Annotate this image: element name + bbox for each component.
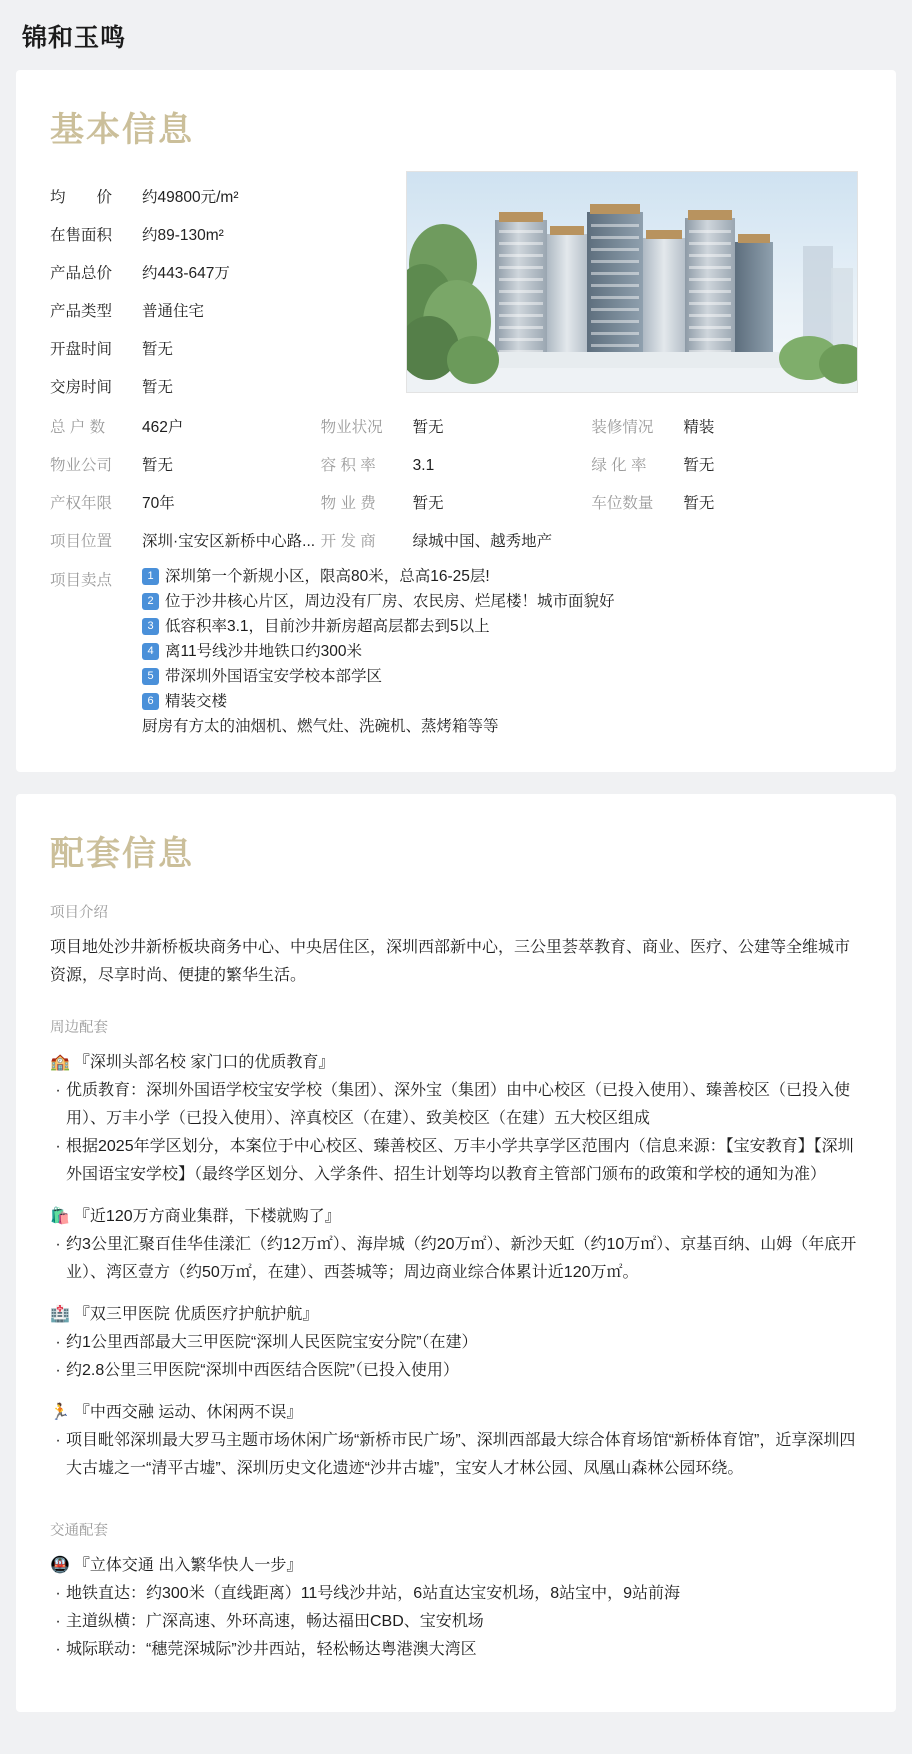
list-item <box>142 690 615 713</box>
field-label: 总 户 数 <box>50 419 106 436</box>
field-value: 暂无 <box>683 457 715 474</box>
metro-icon: 🚇 <box>50 1557 70 1574</box>
bullet-dot: · <box>55 1585 61 1602</box>
field-value: 暂无 <box>412 495 444 512</box>
field-property-company <box>50 445 321 483</box>
field-ownership-years <box>50 483 321 521</box>
selling-points-list <box>142 565 615 738</box>
facility-group-education <box>50 1049 862 1189</box>
point-text: 精装交楼 <box>165 693 228 710</box>
list-item <box>50 1077 862 1133</box>
group-items <box>50 1580 862 1664</box>
row-value: 暂无 <box>142 341 174 358</box>
intro-text: 项目地处沙井新桥板块商务中心、中央居住区，深圳西部新中心，三公里荟萃教育、商业、医疗、公建等全维城市资源，尽享时尚、便捷的繁华生活。 <box>50 939 851 984</box>
group-items <box>50 1077 862 1189</box>
selling-points <box>50 565 862 738</box>
group-heading <box>50 1301 862 1329</box>
list-item <box>50 1357 862 1385</box>
field-project-location <box>50 521 321 559</box>
facilities-card <box>16 794 896 1712</box>
field-parking-count <box>591 483 862 521</box>
around-label: 周边配套 <box>50 1020 108 1036</box>
point-number: 2 <box>142 593 159 610</box>
point-number: 5 <box>142 668 159 685</box>
field-label: 车位数量 <box>591 495 654 512</box>
point-number: 6 <box>142 693 159 710</box>
field-label: 装修情况 <box>591 419 654 436</box>
facility-group-medical <box>50 1301 862 1385</box>
list-item <box>142 590 615 613</box>
selling-points-tail: 厨房有方太的油烟机、燃气灶、洗碗机、蒸烤箱等等 <box>142 718 499 735</box>
section-title-facilities: 配套信息 <box>50 835 194 873</box>
row-value: 约49800元/m² <box>142 189 239 206</box>
field-label: 物业状况 <box>320 419 383 436</box>
group-heading-text: 『双三甲医院 优质医疗护航护航』 <box>73 1306 319 1323</box>
point-text: 位于沙井核心片区，周边没有厂房、农民房、烂尾楼！城市面貌好 <box>165 593 615 610</box>
group-items <box>50 1427 862 1483</box>
group-heading <box>50 1399 862 1427</box>
row-label: 在售面积 <box>50 227 113 244</box>
field-value: 70年 <box>142 495 175 512</box>
point-text: 深圳第一个新规小区，限高80米，总高16-25层! <box>165 568 490 585</box>
list-item-text: 约2.8公里三甲医院“深圳中西医结合医院”（已投入使用） <box>66 1362 459 1379</box>
field-decoration <box>591 407 862 445</box>
list-item <box>50 1608 862 1636</box>
point-number: 3 <box>142 618 159 635</box>
facility-group-traffic <box>50 1552 862 1664</box>
field-label: 绿 化 率 <box>591 457 647 474</box>
list-item-text: 优质教育：深圳外国语学校宝安学校（集团）、深外宝（集团）由中心校区（已投入使用）、臻善校区（已投入使用）、万丰小学（已投入使用）、淬真校区（在建）、致美校区（在建）五大校区组成 <box>66 1082 851 1127</box>
field-value: 暂无 <box>142 457 174 474</box>
bullet-dot: · <box>55 1613 61 1630</box>
field-label: 物 业 费 <box>320 495 376 512</box>
row-value: 约443-647万 <box>142 265 230 282</box>
row-label: 开盘时间 <box>50 341 113 358</box>
intro-label: 项目介绍 <box>50 905 108 921</box>
group-heading <box>50 1049 862 1077</box>
list-item-text: 城际联动：“穗莞深城际”沙井西站，轻松畅达粤港澳大湾区 <box>66 1641 477 1658</box>
bullet-dot: · <box>55 1236 61 1253</box>
facility-group-commercial <box>50 1203 862 1287</box>
field-property-fee <box>321 483 592 521</box>
field-value: 3.1 <box>412 457 435 474</box>
list-item-text: 根据2025年学区划分，本案位于中心校区、臻善校区、万丰小学共享学区范围内（信息来源：【宝安教育】【深圳外国语宝安学校】（最终学区划分、入学条件、招生计划等均以教育主管部门颁布的政策和学校的通知为准） <box>66 1138 854 1183</box>
project-hero-image <box>406 171 858 393</box>
list-item <box>50 1329 862 1357</box>
basic-grid <box>50 407 862 559</box>
row-label: 产品总价 <box>50 265 113 282</box>
field-value: 精装 <box>683 419 715 436</box>
hospital-icon: 🏥 <box>50 1306 70 1323</box>
row-value: 暂无 <box>142 379 174 396</box>
page-header <box>0 0 912 70</box>
group-heading <box>50 1552 862 1580</box>
list-item <box>142 665 615 688</box>
field-label: 开 发 商 <box>320 533 376 550</box>
group-heading-text: 『立体交通 出入繁华快人一步』 <box>73 1557 303 1574</box>
spacer <box>50 1497 862 1515</box>
field-label: 容 积 率 <box>320 457 376 474</box>
list-item <box>142 565 615 588</box>
basic-info-body <box>50 177 862 738</box>
list-item-text: 约3公里汇聚百佳华佳漾汇（约12万㎡）、海岸城（约20万㎡）、新沙天虹（约10万㎡）、京基百纳、山姆（年底开业）、湾区壹方（约50万㎡，在建）、西荟城等；周边商业综合体累计近120万㎡。 <box>66 1236 857 1281</box>
bullet-dot: · <box>55 1362 61 1379</box>
list-item <box>50 1636 862 1664</box>
field-green-ratio <box>591 445 862 483</box>
sports-icon: 🏃 <box>50 1404 70 1421</box>
field-value: 暂无 <box>683 495 715 512</box>
point-number: 4 <box>142 643 159 660</box>
point-number: 1 <box>142 568 159 585</box>
list-item <box>50 1231 862 1287</box>
row-value: 普通住宅 <box>142 303 205 320</box>
facility-group-leisure <box>50 1399 862 1483</box>
field-label: 项目位置 <box>50 533 113 550</box>
bullet-dot: · <box>55 1641 61 1658</box>
page-title: 锦和玉鸣 <box>22 24 127 52</box>
bullet-dot: · <box>55 1334 61 1351</box>
basic-info-card <box>16 70 896 772</box>
shopping-icon: 🛍️ <box>50 1208 70 1225</box>
list-item <box>50 1580 862 1608</box>
point-text: 离11号线沙井地铁口约300米 <box>165 643 362 660</box>
list-item-text: 地铁直达：约300米（直线距离）11号线沙井站，6站直达宝安机场，8站宝中，9站前海 <box>66 1585 681 1602</box>
field-total-households <box>50 407 321 445</box>
field-plot-ratio <box>321 445 592 483</box>
row-label: 产品类型 <box>50 303 113 320</box>
list-item <box>142 615 615 638</box>
point-text: 带深圳外国语宝安学校本部学区 <box>165 668 383 685</box>
selling-points-label: 项目卖点 <box>50 572 113 589</box>
list-item-text: 约1公里西部最大三甲医院“深圳人民医院宝安分院”（在建） <box>66 1334 478 1351</box>
list-item-text: 项目毗邻深圳最大罗马主题市场休闲广场“新桥市民广场”、深圳西部最大综合体育场馆“新桥体育馆”，近享深圳四大古墟之一“清平古墟”、深圳历史文化遗迹“沙井古墟”，宝安人才林公园、凤凰山森林公园环绕。 <box>66 1432 856 1477</box>
group-items <box>50 1329 862 1385</box>
group-heading-text: 『近120万方商业集群，下楼就购了』 <box>73 1208 341 1225</box>
group-heading-text: 『深圳头部名校 家门口的优质教育』 <box>73 1054 335 1071</box>
field-value: 暂无 <box>412 419 444 436</box>
row-label: 均 价 <box>50 189 113 206</box>
field-value: 462户 <box>142 419 184 436</box>
field-value: 绿城中国、越秀地产 <box>412 533 553 550</box>
field-label: 产权年限 <box>50 495 113 512</box>
point-text: 低容积率3.1，目前沙井新房超高层都去到5以上 <box>165 618 490 635</box>
row-value: 约89-130m² <box>142 227 224 244</box>
traffic-label: 交通配套 <box>50 1523 108 1539</box>
list-item <box>50 1427 862 1483</box>
list-item <box>142 640 615 663</box>
field-label: 物业公司 <box>50 457 113 474</box>
field-property-status <box>321 407 592 445</box>
bullet-dot: · <box>55 1082 61 1099</box>
group-heading-text: 『中西交融 运动、休闲两不误』 <box>73 1404 303 1421</box>
bullet-dot: · <box>55 1138 61 1155</box>
list-item-text: 主道纵横：广深高速、外环高速，畅达福田CBD、宝安机场 <box>66 1613 484 1630</box>
group-heading <box>50 1203 862 1231</box>
section-title-basic: 基本信息 <box>50 111 194 149</box>
field-developer <box>321 521 862 559</box>
bullet-dot: · <box>55 1432 61 1449</box>
row-label: 交房时间 <box>50 379 113 396</box>
group-items <box>50 1231 862 1287</box>
field-value: 深圳·宝安区新桥中心路... <box>142 533 316 550</box>
school-icon: 🏫 <box>50 1054 70 1071</box>
list-item <box>50 1133 862 1189</box>
